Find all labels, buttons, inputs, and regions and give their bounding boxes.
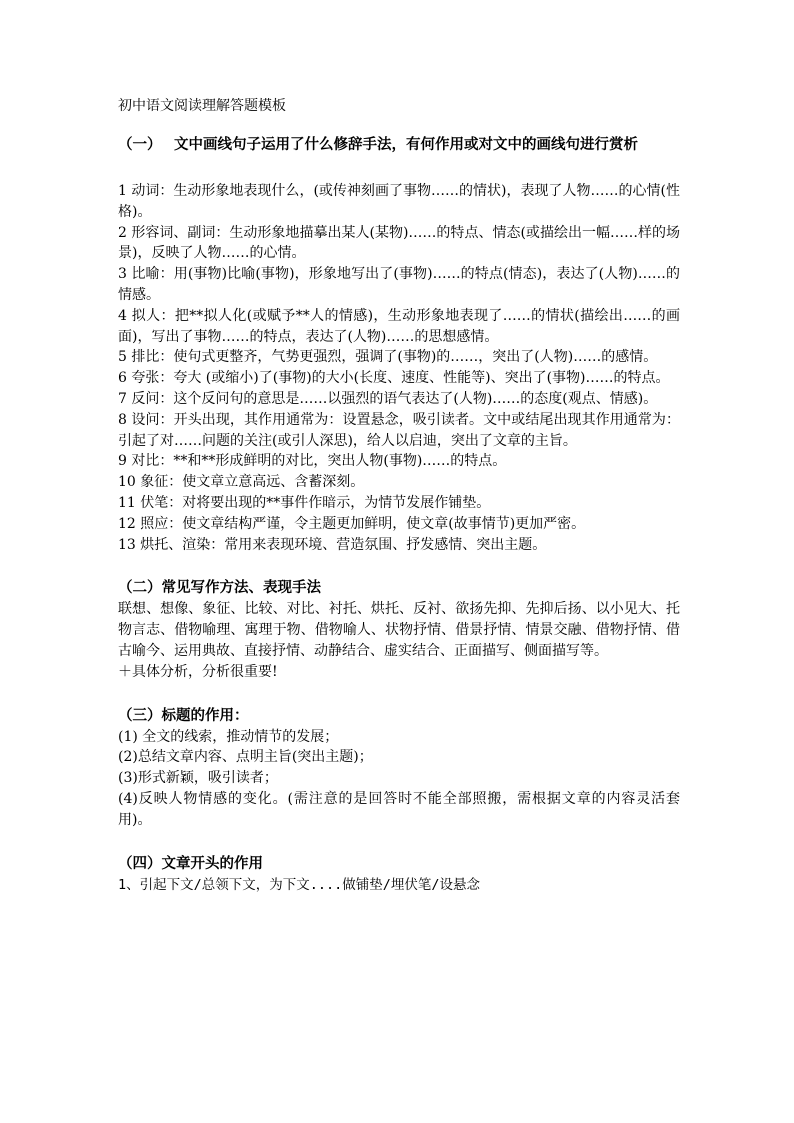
- list-item: 1 动词：生动形象地表现什么，(或传神刻画了事物……的情状)，表现了人物……的心情(性格)。: [118, 183, 680, 220]
- section-rhetoric-number: （一）: [118, 136, 162, 153]
- section-title-function: [118, 705, 680, 831]
- list-item: (1) 全文的线索，推动情节的发展；: [118, 728, 339, 745]
- list-item: (2)总结文章内容、点明主旨(突出主题)；: [118, 749, 373, 766]
- list-item: 7 反问：这个反问句的意思是……以强烈的语气表达了(人物)……的态度(观点、情感)。: [118, 390, 658, 407]
- rhetoric-list: [118, 181, 680, 555]
- section-opening-function-heading: （四）文章开头的作用: [118, 854, 263, 872]
- list-item: 13 烘托、渲染：常用来表现环境、营造氛围、抒发感情、突出主题。: [118, 536, 547, 553]
- document-page: [118, 96, 680, 895]
- section-rhetoric: [118, 134, 680, 555]
- section-rhetoric-title: 文中画线句子运用了什么修辞手法，有何作用或对文中的画线句进行赏析: [174, 136, 638, 153]
- techniques-note: ＋具体分析，分析很重要!: [118, 663, 278, 680]
- section-rhetoric-heading: [118, 134, 680, 156]
- techniques-body: [118, 599, 680, 682]
- list-item: (3)形式新颖，吸引读者；: [118, 770, 278, 787]
- list-item: 5 排比：使句式更整齐，气势更强烈，强调了(事物)的……，突出了(人物)……的感情。: [118, 349, 658, 366]
- list-item: (4)反映人物情感的变化。(需注意的是回答时不能全部照搬，需根据文章的内容灵活套用)。: [118, 790, 680, 828]
- list-item: 2 形容词、副词：生动形象地描摹出某人(某物)……的特点、情态(或描绘出一幅……样的场景)，反映了人物……的心情。: [118, 224, 680, 262]
- list-item: 3 比喻：用(事物)比喻(事物)，形象地写出了(事物)……的特点(情态)，表达了(人物)……的情感。: [118, 266, 680, 303]
- section-techniques: [118, 577, 680, 682]
- title-function-list: [118, 727, 680, 831]
- section-techniques-heading: （二）常见写作方法、表现手法: [118, 579, 321, 597]
- list-item: 6 夸张：夸大 (或缩小)了(事物)的大小(长度、速度、性能等)、突出了(事物)……的特点。: [118, 370, 670, 387]
- list-item: 4 拟人：把**拟人化(或赋予**人的情感)，生动形象地表现了……的情状(描绘出……的画面)，写出了事物……的特点，表达了(人物)……的思想感情。: [118, 307, 680, 345]
- list-item: 1、引起下文/总领下文，为下文....做铺垫/埋伏笔/设悬念: [118, 876, 481, 893]
- list-item: 12 照应：使文章结构严谨，令主题更加鲜明，使文章(故事情节)更加严密。: [118, 515, 586, 532]
- document-title: 初中语文阅读理解答题模板: [118, 98, 286, 114]
- section-opening-function: [118, 853, 680, 895]
- list-item: 9 对比：**和**形成鲜明的对比，突出人物(事物)……的特点。: [118, 453, 507, 470]
- list-item: 11 伏笔：对将要出现的**事件作暗示，为情节发展作铺垫。: [118, 494, 491, 511]
- techniques-list: 联想、想像、象征、比较、对比、衬托、烘托、反衬、欲扬先抑、先抑后扬、以小见大、托物言志、借物喻理、寓理于物、借物喻人、状物抒情、借景抒情、情景交融、借物抒情、借古喻今、运用典故、直接抒情、动静结合、虚实结合、正面描写、侧面描写等。: [118, 601, 680, 659]
- list-item: 10 象征：使文章立意高远、含蓄深刻。: [118, 474, 365, 491]
- list-item: 8 设问：开头出现，其作用通常为：设置悬念，吸引读者。文中或结尾出现其作用通常为：引起了对……问题的关注(或引人深思)，给人以启迪，突出了文章的主旨。: [118, 411, 680, 449]
- section-title-function-heading: （三）标题的作用：: [118, 706, 249, 724]
